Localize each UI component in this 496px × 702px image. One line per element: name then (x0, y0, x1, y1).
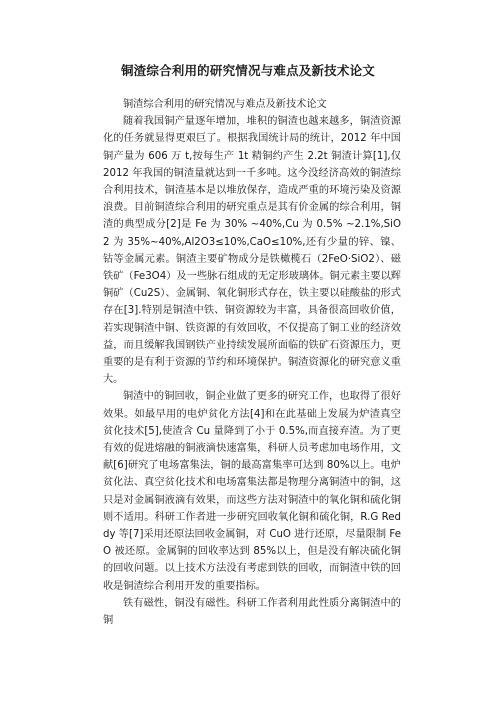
paragraph-introduction: 随着我国铜产量逐年增加，堆积的铜渣也越来越多，铜渣资源化的任务就显得更艰巨了。根据我国统计局的统计，2012 年中国铜产量为 606 万 t,按每生产 1t 精铜约产生 2.2t 铜渣计算[1],仅 2012 年我国的铜渣量就达到一千多吨。这今没经济高效的铜渣综合利用技术，铜渣基本是以堆放保存，造成严重的环境污染及资源浪费。目前铜渣综合利用的研究重点是其有价金属的综合利用，铜渣的典型成分[2]是 Fe 为 30% ~40%,Cu 为 0.5% ~2.1%,SiO2 为 35%~40%,Al2O3≤10%,CaO≤10%,还有少量的锌、镍、钴等金属元素。铜渣主要矿物成分是铁橄榄石（2FeO·SiO2）、磁铁矿（Fe3O4）及一些脉石组成的无定形玻璃体。铜元素主要以辉铜矿（Cu2S）、金属铜、氧化铜形式存在，铁主要以硅酸盐的形式存在[3].特别是铜渣中铁、铜资源较为丰富，具备很高回收价值，若实现铜渣中铜、铁资源的有效回收，不仅提高了铜工业的经济效益，而且缓解我国钢铁产业持续发展所面临的铁矿石资源压力，更重要的是有利于资源的节约和环境保护。铜渣资源化的研究意义重大。 (103, 116, 401, 386)
document-body (103, 96, 401, 629)
paragraph-subtitle: 铜渣综合利用的研究情况与难点及新技术论文 (123, 99, 327, 110)
paragraph-copper-recovery: 铜渣中的铜回收，铜企业做了更多的研究工作，也取得了很好效果。如最早用的电炉贫化方法[4]和在此基础上发展为炉渣真空贫化技术[5],使渣含 Cu 量降到了小于 0.5%,而直接弃渣。为了更有效的促进熔融的铜液滴快速富集，科研人员考虑加电场作用，文献[6]研究了电场富集法，铜的最高富集率可达到 80%以上。电炉贫化法、真空贫化技术和电场富集法都是物理分离铜渣中的铜，这只是对金属铜液滴有效果，而这些方法对铜渣中的氧化铜和硫化铜则不适用。科研工作者进一步研究回收氧化铜和硫化铜，R.G Reddy 等[7]采用还原法回收金属铜，对 CuO 进行还原，尽量限制 FeO 被还原。金属铜的回收率达到 85%以上，但是没有解决硫化铜的回收问题。以上技术方法没有考虑到铁的回收，而铜渣中铁的回收是铜渣综合利用开发的重要指标。 (103, 391, 401, 592)
paragraph-magnetic-separation: 铁有磁性，铜没有磁性。科研工作者利用此性质分离铜渣中的铜 (103, 597, 401, 627)
document-title: 铜渣综合利用的研究情况与难点及新技术论文 (120, 63, 375, 78)
